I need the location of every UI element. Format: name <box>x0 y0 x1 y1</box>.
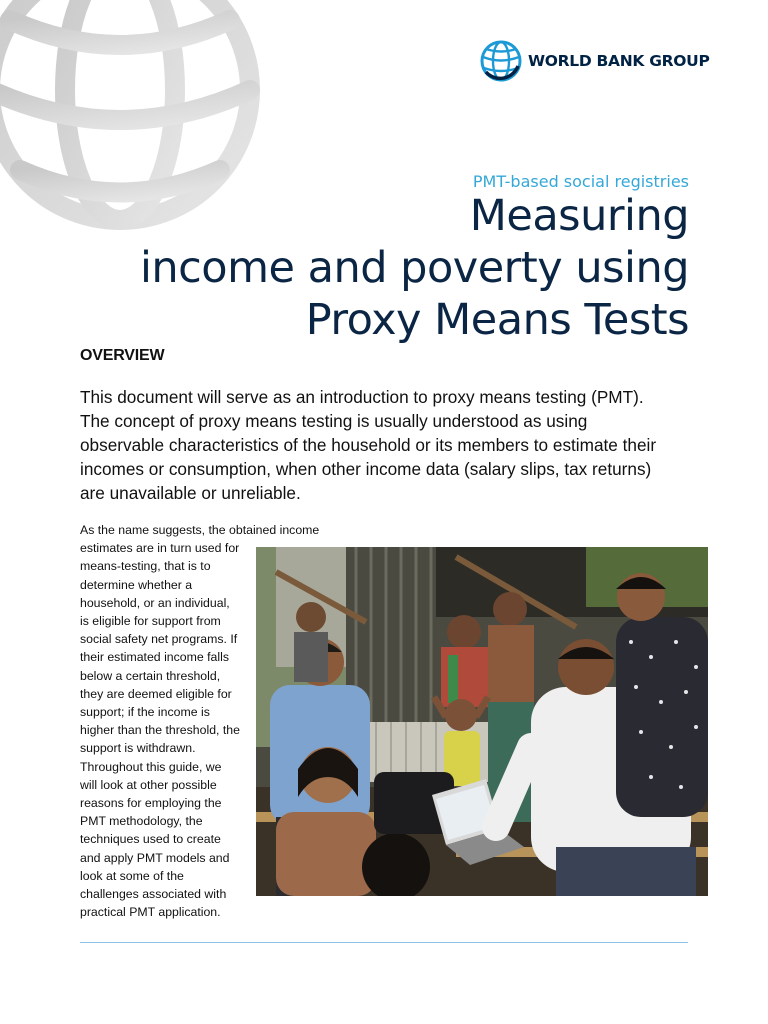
title-line: Measuring <box>469 191 689 241</box>
body-line: they are deemed eligible for <box>80 686 232 701</box>
body-line: Throughout this guide, we <box>80 759 222 774</box>
title-line: Proxy Means Tests <box>305 295 689 345</box>
body-line: and apply PMT models and <box>80 850 230 865</box>
intro-line: are unavailable or unreliable. <box>80 483 301 503</box>
body-line: reasons for employing the <box>80 796 222 811</box>
body-line: means-testing, that is to <box>80 559 211 574</box>
world-bank-group-logo <box>480 40 710 82</box>
footer-divider <box>80 942 688 943</box>
body-line: look at some of the <box>80 868 184 883</box>
body-line: As the name suggests, the obtained income <box>80 523 320 537</box>
photo-illustration <box>256 547 708 896</box>
body-line: below a certain threshold, <box>80 668 221 683</box>
body-line: determine whether a <box>80 577 193 592</box>
body-line: household, or an individual, <box>80 595 230 610</box>
body-line: practical PMT application. <box>80 905 221 920</box>
body-line: techniques used to create <box>80 832 221 847</box>
intro-line: incomes or consumption, when other income data (salary slips, tax returns) <box>80 459 652 479</box>
intro-paragraph <box>80 385 700 505</box>
page-title <box>89 190 689 346</box>
body-line: is eligible for support from <box>80 614 221 629</box>
body-line: will look at other possible <box>80 777 217 792</box>
intro-line: The concept of proxy means testing is usually understood as using <box>80 411 588 431</box>
body-line: support; if the income is <box>80 705 210 720</box>
body-line: social safety net programs. If <box>80 632 238 647</box>
globe-logo-icon <box>480 40 522 82</box>
brand-name: WORLD BANK GROUP <box>528 52 710 70</box>
body-line: support is withdrawn. <box>80 741 196 756</box>
household-survey-photo <box>256 547 708 896</box>
title-line: income and poverty using <box>139 243 689 293</box>
body-line: estimates are in turn used for <box>80 541 240 556</box>
body-line: challenges associated with <box>80 887 227 902</box>
intro-line: This document will serve as an introduction to proxy means testing (PMT). <box>80 387 644 407</box>
body-line: PMT methodology, the <box>80 814 203 829</box>
body-line: their estimated income falls <box>80 650 229 665</box>
document-subtitle: PMT-based social registries <box>472 172 689 191</box>
overview-heading: OVERVIEW <box>80 347 165 364</box>
body-line: higher than the threshold, the <box>80 723 240 738</box>
intro-line: observable characteristics of the household or its members to estimate their <box>80 435 657 455</box>
